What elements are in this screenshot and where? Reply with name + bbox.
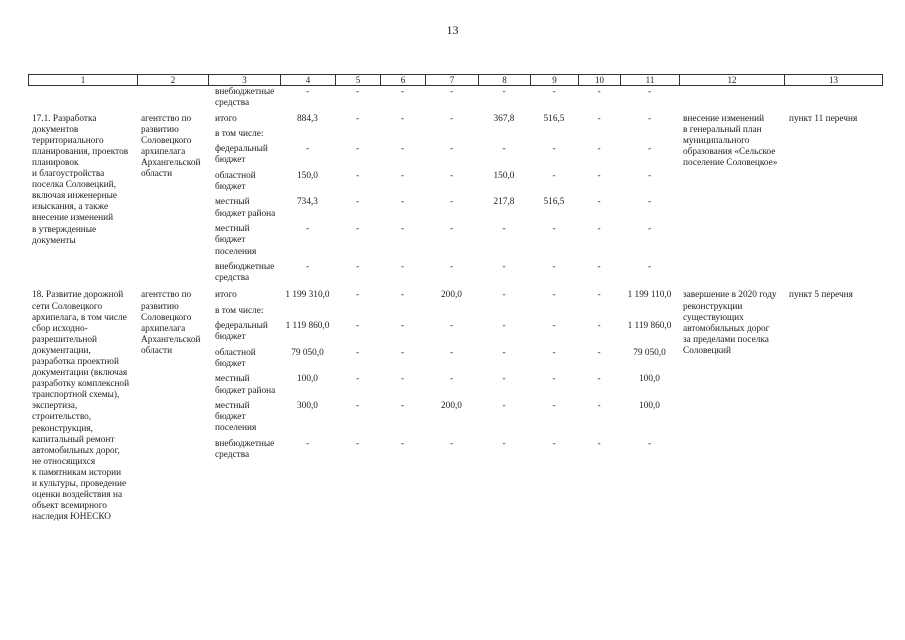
result-cell: завершение в 2020 году реконструкции существующих автомобильных дорог за пределами поселка Соловецкий [683, 290, 777, 356]
funding-value-cell: - [355, 144, 360, 155]
funding-value-cell: - [400, 170, 405, 181]
funding-value-cell: 217,8 [493, 197, 515, 208]
funding-value-cell: 150,0 [297, 170, 318, 181]
funding-value-cell: - [597, 438, 601, 449]
funding-value-cell: - [552, 438, 556, 449]
header-cell-8: 8 [478, 75, 530, 85]
funding-source-label: федеральный бюджет [215, 321, 268, 343]
funding-value-cell: - [597, 113, 601, 124]
event-name-cell: 17.1. Разработка документов территориального планирования, проектов планировок и благоустройства поселка Соловецкий, включая инженерные изыскания, а также внесение изменений в утвержденные документы [32, 113, 129, 246]
funding-value-cell: - [597, 290, 601, 301]
funding-value-cell: - [552, 170, 556, 181]
funding-source-label: итого [215, 113, 237, 124]
funding-value-cell: - [355, 438, 360, 449]
funding-source-label: местный бюджет района [215, 197, 276, 219]
page-number: 13 [446, 23, 459, 37]
funding-value-cell: - [400, 438, 405, 449]
funding-source-row [208, 346, 679, 373]
funding-table [28, 74, 883, 523]
funding-value-cell: 516,5 [543, 113, 565, 124]
funding-source-label: внебюджетные средства [215, 261, 275, 284]
funding-value-cell: 367,8 [493, 113, 515, 124]
funding-value-cell: - [647, 223, 652, 234]
funding-value-cell: - [647, 170, 652, 181]
funding-value-cell: - [449, 321, 454, 332]
funding-value-cell: 884,3 [297, 113, 318, 124]
funding-value-cell: - [355, 87, 360, 97]
funding-value-cell: - [597, 347, 601, 358]
funding-source-row [208, 112, 679, 127]
funding-value-cell: - [400, 347, 405, 358]
funding-value-cell: - [597, 261, 601, 272]
header-cell-11: 11 [620, 75, 679, 85]
funding-source-label: местный бюджет поселения [215, 223, 257, 257]
funding-value-cell: - [400, 261, 405, 272]
funding-value-cell: - [355, 197, 360, 208]
funding-breakdown [208, 112, 679, 287]
funding-value-cell: - [305, 261, 310, 272]
funding-value-cell: - [400, 223, 405, 234]
funding-value-cell: - [400, 144, 405, 155]
table-body [28, 86, 883, 523]
funding-source-row [208, 169, 679, 196]
header-cell-2: 2 [137, 75, 208, 85]
funding-value-cell: - [449, 197, 454, 208]
funding-source-row [208, 319, 679, 346]
funding-source-label: местный бюджет поселения [215, 400, 257, 434]
continued-rows-group [28, 86, 883, 112]
funding-value-cell: - [355, 113, 360, 124]
funding-value-cell: - [597, 223, 601, 234]
funding-value-cell: - [449, 374, 454, 385]
funding-value-cell: 100,0 [297, 374, 318, 385]
header-cell-5: 5 [335, 75, 380, 85]
funding-value-cell: - [400, 374, 405, 385]
funding-source-label: областной бюджет [215, 170, 256, 193]
funding-source-row [208, 142, 679, 169]
funding-value-cell: - [355, 170, 360, 181]
funding-value-cell: - [400, 197, 405, 208]
funding-value-cell: - [552, 87, 556, 97]
funding-value-cell: - [449, 261, 454, 272]
funding-breakdown [208, 86, 679, 112]
funding-source-row [208, 127, 679, 142]
funding-value-cell: - [305, 438, 310, 449]
funding-source-row [208, 399, 679, 437]
funding-value-cell: - [502, 321, 506, 332]
funding-value-cell: - [647, 197, 652, 208]
funding-value-cell: - [400, 113, 405, 124]
funding-value-cell: - [305, 223, 310, 234]
funding-source-row [208, 288, 679, 303]
funding-value-cell: - [552, 290, 556, 301]
funding-value-cell: - [552, 223, 556, 234]
funding-value-cell: - [502, 87, 506, 97]
funding-value-cell: - [552, 400, 556, 411]
funding-value-cell: - [355, 374, 360, 385]
funding-value-cell: - [597, 170, 601, 181]
funding-value-cell: - [597, 144, 601, 155]
header-cell-12: 12 [679, 75, 784, 85]
funding-value-cell: - [355, 223, 360, 234]
funding-value-cell: - [502, 144, 506, 155]
funding-value-cell: - [647, 113, 652, 124]
funding-value-cell: - [449, 87, 454, 97]
table-header-row [28, 74, 883, 86]
funding-value-cell: 79 050,0 [291, 347, 324, 358]
funding-value-cell: - [552, 144, 556, 155]
funding-value-cell: - [449, 438, 454, 449]
header-cell-7: 7 [425, 75, 478, 85]
funding-value-cell: 1 119 860,0 [627, 321, 672, 332]
funding-value-cell: - [597, 87, 601, 97]
funding-source-label: областной бюджет [215, 347, 256, 369]
funding-value-cell: - [502, 347, 506, 358]
table-section-row [28, 112, 883, 287]
funding-value-cell: - [449, 113, 454, 124]
funding-value-cell: - [597, 400, 601, 411]
funding-value-cell: - [647, 438, 652, 449]
funding-value-cell: - [552, 261, 556, 272]
funding-value-cell: 1 199 110,0 [627, 290, 672, 301]
reference-cell: пункт 5 перечня [789, 290, 853, 301]
funding-value-cell: - [355, 347, 360, 358]
funding-value-cell: - [502, 438, 506, 449]
funding-value-cell: - [449, 347, 454, 358]
funding-source-label: местный бюджет района [215, 374, 276, 396]
executor-cell: агентство по развитию Соловецкого архипелага Архангельской области [141, 113, 201, 180]
funding-value-cell: - [502, 374, 506, 385]
funding-value-cell: - [552, 321, 556, 332]
funding-value-cell: - [597, 321, 601, 332]
funding-value-cell: 1 119 860,0 [285, 321, 330, 332]
funding-value-cell: 1 199 310,0 [285, 290, 330, 301]
funding-source-row [208, 372, 679, 399]
header-cell-4: 4 [280, 75, 335, 85]
funding-source-row [208, 437, 679, 464]
funding-value-cell: 79 050,0 [633, 347, 666, 358]
funding-value-cell: - [355, 290, 360, 301]
header-cell-13: 13 [784, 75, 883, 85]
funding-value-cell: - [502, 290, 506, 301]
funding-value-cell: - [355, 400, 360, 411]
funding-value-cell: 200,0 [441, 290, 462, 301]
funding-source-label: внебюджетные средства [215, 87, 275, 109]
funding-value-cell: 516,5 [543, 197, 565, 208]
funding-value-cell: - [552, 374, 556, 385]
funding-source-label: итого [215, 290, 237, 301]
result-cell: внесение изменений в генеральный план муниципального образования «Сельское поселение Соловецкое» [683, 113, 778, 168]
funding-value-cell: - [647, 87, 652, 97]
funding-source-row [208, 304, 679, 319]
header-cell-10: 10 [578, 75, 620, 85]
executor-cell: агентство по развитию Соловецкого архипелага Архангельской области [141, 290, 201, 356]
funding-value-cell: - [400, 290, 405, 301]
funding-source-label: в том числе: [215, 128, 264, 139]
header-cell-1: 1 [28, 75, 137, 85]
funding-value-cell: - [502, 400, 506, 411]
funding-value-cell: 734,3 [297, 197, 318, 208]
funding-value-cell: - [647, 261, 652, 272]
table-section-row [28, 288, 883, 523]
funding-source-label: внебюджетные средства [215, 438, 275, 461]
funding-value-cell: - [502, 223, 506, 234]
funding-source-row [208, 222, 679, 260]
funding-value-cell: - [449, 170, 454, 181]
funding-value-cell: - [400, 321, 405, 332]
funding-breakdown [208, 288, 679, 463]
funding-source-row [208, 195, 679, 222]
funding-value-cell: - [552, 347, 556, 358]
reference-cell: пункт 11 перечня [789, 113, 858, 124]
funding-value-cell: - [305, 87, 310, 97]
funding-value-cell: 100,0 [639, 374, 660, 385]
funding-value-cell: - [597, 197, 601, 208]
funding-value-cell: - [597, 374, 601, 385]
header-cell-6: 6 [380, 75, 425, 85]
funding-value-cell: 100,0 [639, 400, 660, 411]
funding-source-label: федеральный бюджет [215, 144, 268, 166]
funding-value-cell: - [449, 223, 454, 234]
funding-value-cell: 300,0 [297, 400, 318, 411]
header-cell-9: 9 [530, 75, 578, 85]
funding-value-cell: - [400, 400, 405, 411]
funding-value-cell: - [355, 261, 360, 272]
funding-source-label: в том числе: [215, 305, 264, 316]
funding-value-cell: - [647, 144, 652, 155]
funding-source-row [208, 86, 679, 112]
funding-value-cell: - [355, 321, 360, 332]
funding-value-cell: - [502, 261, 506, 272]
funding-value-cell: 150,0 [493, 170, 515, 181]
event-name-cell: 18. Развитие дорожной сети Соловецкого архипелага, в том числе сбор исходно- разрешительной документации, разработка проектной документации (включая разработку комплексной транспортной схемы), экспертиза, строительство, реконструкция, капитальный ремонт автомобильных дорог, не относящихся к памятникам истории и культуры, проведение оценки воздействия на объект всемирного наследия ЮНЕСКО [32, 290, 130, 523]
funding-source-row [208, 260, 679, 287]
header-cell-3: 3 [208, 75, 280, 85]
funding-value-cell: 200,0 [441, 400, 462, 411]
funding-value-cell: - [449, 144, 454, 155]
funding-value-cell: - [305, 144, 310, 155]
funding-value-cell: - [400, 87, 405, 97]
